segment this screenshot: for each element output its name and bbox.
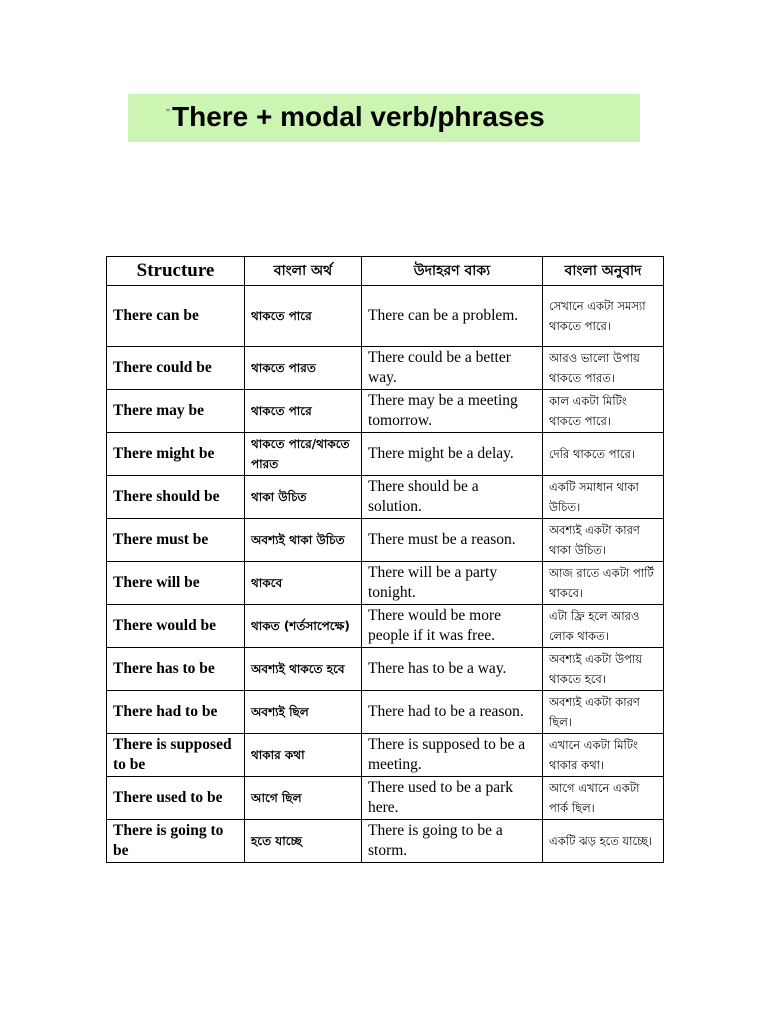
translation-cell: আরও ভালো উপায় থাকতে পারত। xyxy=(543,347,664,390)
structure-cell: There could be xyxy=(107,347,245,390)
example-cell: There has to be a way. xyxy=(362,648,543,691)
example-cell: There might be a delay. xyxy=(362,433,543,476)
table-row xyxy=(107,820,664,863)
header-bangla-translation: বাংলা অনুবাদ xyxy=(543,257,664,286)
meaning-cell: থাকতে পারে/থাকতে পারত xyxy=(245,433,362,476)
meaning-cell: অবশ্যই থাকা উচিত xyxy=(245,519,362,562)
structure-cell: There might be xyxy=(107,433,245,476)
table-row xyxy=(107,734,664,777)
table-row xyxy=(107,476,664,519)
example-cell: There must be a reason. xyxy=(362,519,543,562)
translation-cell: একটি ঝড় হতে যাচ্ছে। xyxy=(543,820,664,863)
meaning-cell: অবশ্যই থাকতে হবে xyxy=(245,648,362,691)
structure-cell: There had to be xyxy=(107,691,245,734)
table-row xyxy=(107,519,664,562)
meaning-cell: আগে ছিল xyxy=(245,777,362,820)
translation-cell: এটা ফ্রি হলে আরও লোক থাকত। xyxy=(543,605,664,648)
structure-cell: There can be xyxy=(107,286,245,347)
structure-cell: There is supposed to be xyxy=(107,734,245,777)
example-cell: There used to be a park here. xyxy=(362,777,543,820)
title-quote-mark: " xyxy=(166,108,171,119)
table-row xyxy=(107,347,664,390)
structure-cell: There has to be xyxy=(107,648,245,691)
meaning-cell: হতে যাচ্ছে xyxy=(245,820,362,863)
example-cell: There could be a better way. xyxy=(362,347,543,390)
structure-cell: There should be xyxy=(107,476,245,519)
meaning-cell: থাকতে পারে xyxy=(245,286,362,347)
structure-cell: There may be xyxy=(107,390,245,433)
table-row xyxy=(107,390,664,433)
header-example-sentence: উদাহরণ বাক্য xyxy=(362,257,543,286)
translation-cell: অবশ্যই একটা উপায় থাকতে হবে। xyxy=(543,648,664,691)
example-cell: There would be more people if it was free. xyxy=(362,605,543,648)
table-row xyxy=(107,433,664,476)
meaning-cell: অবশ্যই ছিল xyxy=(245,691,362,734)
translation-cell: অবশ্যই একটা কারণ ছিল। xyxy=(543,691,664,734)
meaning-cell: থাকার কথা xyxy=(245,734,362,777)
structure-cell: There will be xyxy=(107,562,245,605)
translation-cell: সেখানে একটা সমস্যা থাকতে পারে। xyxy=(543,286,664,347)
translation-cell: কাল একটা মিটিং থাকতে পারে। xyxy=(543,390,664,433)
table-row xyxy=(107,605,664,648)
header-structure: Structure xyxy=(107,257,245,286)
example-cell: There is going to be a storm. xyxy=(362,820,543,863)
meaning-cell: থাকা উচিত xyxy=(245,476,362,519)
meaning-cell: থাকতে পারত xyxy=(245,347,362,390)
meaning-cell: থাকবে xyxy=(245,562,362,605)
example-cell: There will be a party tonight. xyxy=(362,562,543,605)
title-banner xyxy=(128,94,640,142)
meaning-cell: থাকতে পারে xyxy=(245,390,362,433)
structure-cell: There would be xyxy=(107,605,245,648)
structure-cell: There used to be xyxy=(107,777,245,820)
table-row xyxy=(107,648,664,691)
translation-cell: অবশ্যই একটা কারণ থাকা উচিত। xyxy=(543,519,664,562)
structure-cell: There must be xyxy=(107,519,245,562)
table-header-row xyxy=(107,257,664,286)
structure-cell: There is going to be xyxy=(107,820,245,863)
table-row xyxy=(107,691,664,734)
translation-cell: একটি সমাধান থাকা উচিত। xyxy=(543,476,664,519)
example-cell: There is supposed to be a meeting. xyxy=(362,734,543,777)
translation-cell: আগে এখানে একটা পার্ক ছিল। xyxy=(543,777,664,820)
example-cell: There can be a problem. xyxy=(362,286,543,347)
translation-cell: আজ রাতে একটা পার্টি থাকবে। xyxy=(543,562,664,605)
translation-cell: এখানে একটা মিটিং থাকার কথা। xyxy=(543,734,664,777)
page-title: There + modal verb/phrases xyxy=(172,101,545,132)
header-bangla-meaning: বাংলা অর্থ xyxy=(245,257,362,286)
modal-verb-table xyxy=(106,256,664,863)
table-row xyxy=(107,562,664,605)
table-row xyxy=(107,286,664,347)
table-row xyxy=(107,777,664,820)
example-cell: There may be a meeting tomorrow. xyxy=(362,390,543,433)
example-cell: There should be a solution. xyxy=(362,476,543,519)
example-cell: There had to be a reason. xyxy=(362,691,543,734)
translation-cell: দেরি থাকতে পারে। xyxy=(543,433,664,476)
meaning-cell: থাকত (শর্তসাপেক্ষে) xyxy=(245,605,362,648)
